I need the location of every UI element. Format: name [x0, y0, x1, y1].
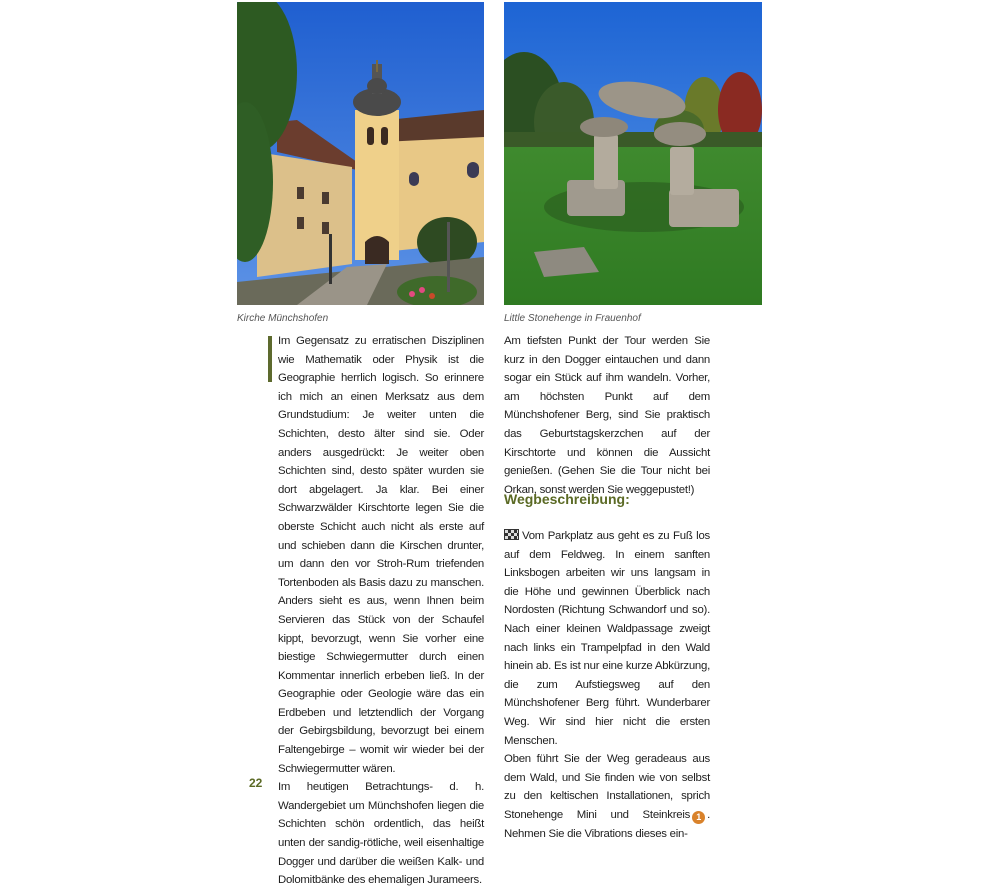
waypoint-marker-icon: 1	[692, 811, 705, 824]
route-paragraph-1	[504, 527, 710, 750]
route-description	[504, 527, 710, 843]
right-paragraph-1: Am tiefsten Punkt der Tour werden Sie kurz in den Dogger eintauchen und dann sogar ein Stück auf ihm wandeln. Vorher, am höchsten Punkt auf dem Münchshofener Berg, sind Sie praktisch das Geburtstagskerzchen auf der Kirschtorte und können die Aussicht genießen. (Gehen Sie die Tour nicht bei Orkan, sonst werden Sie weggepustet!)	[504, 335, 710, 496]
page-number: 22	[249, 776, 263, 790]
left-text-column	[278, 332, 484, 890]
route-paragraph-2-text: Oben führt Sie der Weg geradeaus aus dem Wald, und Sie finden wie von selbst zu den keltischen Installationen, sprich Stonehenge Mini und Steinkreis	[504, 753, 710, 821]
route-paragraph-2-end: . Nehmen Sie die Vibrations dieses ein-	[504, 808, 710, 840]
drop-cap-bar	[268, 336, 272, 382]
route-paragraph-1-text: Vom Parkplatz aus geht es zu Fuß los auf dem Feldweg. In einem sanften Linksbogen arbeiten wir uns langsam in die Höhe und gewinnen Überblick nach Nordosten (Richtung Schwandorf und so). Nach einer kleinen Waldpassage zweigt nach links ein Trampelpfad in den Wald hinein ab. Es ist nur eine kurze Abkürzung, die zum Aufstiegsweg auf den Münchshofener Berg führt. Wunderbarer Weg. Wir sind hier nicht die ersten Menschen.	[504, 530, 710, 747]
section-heading-route: Wegbeschreibung:	[504, 491, 630, 507]
checkered-flag-icon	[504, 529, 519, 540]
left-paragraph-1: Im Gegensatz zu erratischen Disziplinen wie Mathematik oder Physik ist die Geographie herrlich logisch. So erinnere ich mich an einen Merksatz aus dem Grundstudium: Je weiter unten die Schichten, desto älter sind sie. Oder anders ausgedrückt: Je weiter oben Schichten sind, desto später wurden sie dort abgelagert. Ja klar. Bei einer Schwarzwälder Kirschtorte legen Sie die oberste Schicht auch nicht als erste auf und schieben dann die Kirschen drunter, um dann den vor Stroh-Rum triefenden Tortenboden als Basis dazu zu manschen. Anders sieht es aus, wenn Ihnen beim Servieren das Stück von der Schaufel kippt, bevorzugt, wenn Sie vorher eine biestige Schwiegermutter durch einen Kommentar innerlich erbeben ließ. In der Geographie oder Geologie wäre das ein Erdbeben und letztendlich der Vorgang der Gebirgsbildung, bevorzugt bei einem Faltengebirge – womit wir wieder bei der Schwiegermutter wären.	[278, 335, 484, 775]
route-paragraph-2	[504, 750, 710, 843]
right-text-column	[504, 332, 710, 499]
church-photo	[237, 2, 484, 305]
left-paragraph-2: Im heutigen Betrachtungs- d. h. Wandergebiet um Münchshofen liegen die Schichten schön ordentlich, das heißt unten der sandig-rötliche, weil eisenhaltige Dogger und darüber die weißen Kalk- und Dolomitbänke des ehemaligen Jurameers.	[278, 781, 484, 887]
photo-caption-church: Kirche Münchshofen	[237, 313, 329, 324]
stonehenge-photo	[504, 2, 762, 305]
photo-caption-stonehenge: Little Stonehenge in Frauenhof	[504, 313, 641, 324]
